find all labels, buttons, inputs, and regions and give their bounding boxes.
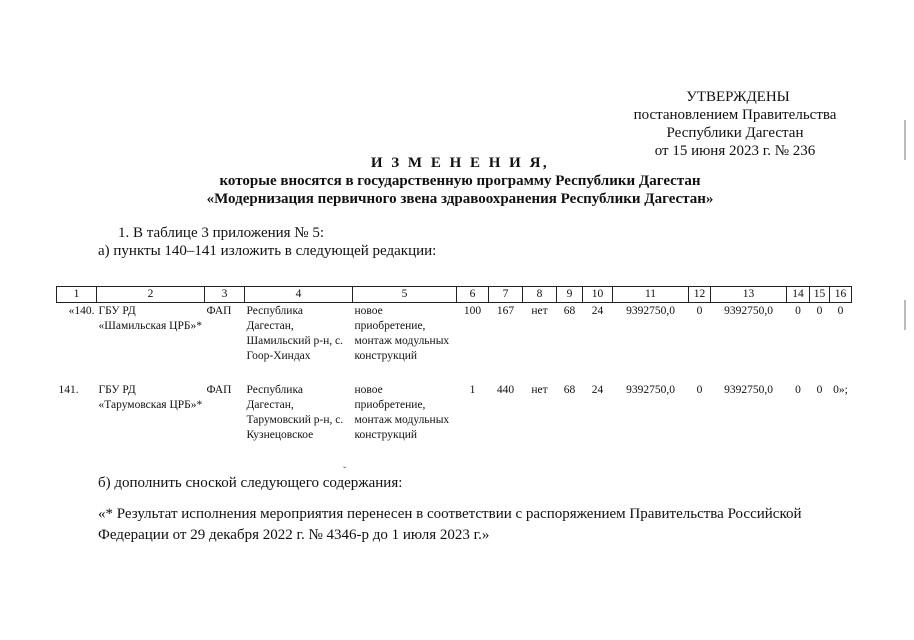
paragraph-4	[98, 504, 802, 546]
institution: ГБУ РД «Шамильская ЦРБ»*	[98, 305, 202, 332]
title-main: И З М Е Н Е Н И Я,	[370, 155, 550, 171]
facility-type: ФАП	[206, 383, 232, 396]
cell-col-15: 0	[816, 305, 823, 317]
approval-block	[600, 88, 870, 160]
paragraph-4-line-2: Федерации от 29 декабря 2022 г. № 4346-р до 1 июля 2023 г.»	[98, 527, 490, 543]
header-col-16: 16	[830, 287, 852, 303]
header-col-6: 6	[457, 287, 489, 303]
cell-col-11: 9392750,0	[626, 305, 675, 317]
paragraph-3: б) дополнить сноской следующего содержания:	[98, 475, 403, 491]
table-header-row	[57, 287, 852, 303]
cell-col-7: 167	[496, 305, 515, 317]
cell-col-16: 0	[837, 305, 844, 317]
scan-edge-mark	[904, 300, 906, 330]
cell-col-12: 0	[696, 383, 703, 396]
cell-col-10: 24	[591, 383, 604, 396]
institution: ГБУ РД «Тарумовская ЦРБ»*	[98, 383, 203, 411]
table-row	[57, 303, 852, 382]
cell-col-6: 1	[469, 383, 476, 396]
location: Республика Дагестан, Шамильский р-н, с. Гоор-Хиндах	[246, 305, 343, 362]
document-title	[100, 154, 820, 208]
cell-col-8: нет	[531, 305, 548, 317]
title-sub-1: которые вносятся в государственную программу Республики Дагестан	[219, 173, 701, 189]
approval-line-3: от 15 июня 2023 г. № 236	[654, 143, 816, 159]
cell-col-8: нет	[531, 383, 548, 396]
cell-col-7: 440	[496, 383, 515, 396]
scan-mark: ˇ	[343, 466, 347, 477]
header-col-12: 12	[689, 287, 711, 303]
cell-col-6: 100	[463, 305, 482, 317]
header-col-14: 14	[787, 287, 810, 303]
header-col-8: 8	[523, 287, 557, 303]
cell-col-10: 24	[591, 305, 604, 317]
measure: новое приобретение, монтаж модульных конструкций	[354, 383, 450, 441]
header-col-3: 3	[205, 287, 245, 303]
paragraph-1: 1. В таблице 3 приложения № 5:	[118, 225, 325, 241]
cell-col-9: 68	[563, 305, 576, 317]
header-col-13: 13	[711, 287, 787, 303]
paragraph-4-line-1: «* Результат исполнения мероприятия перенесен в соответствии с распоряжением Правительства Российской	[98, 506, 802, 522]
cell-col-12: 0	[696, 305, 703, 317]
header-col-5: 5	[353, 287, 457, 303]
measure: новое приобретение, монтаж модульных конструкций	[354, 305, 450, 362]
facility-type: ФАП	[206, 305, 232, 317]
header-col-9: 9	[557, 287, 583, 303]
row-number: 141.	[58, 383, 79, 396]
approval-line-1: постановлением Правительства	[633, 107, 837, 123]
table-row	[57, 382, 852, 443]
title-sub-2: «Модернизация первичного звена здравоохранения Республики Дагестан»	[206, 191, 714, 207]
cell-col-9: 68	[563, 383, 576, 396]
header-col-11: 11	[613, 287, 689, 303]
cell-col-16: 0»;	[833, 383, 848, 396]
paragraph-2: а) пункты 140–141 изложить в следующей редакции:	[98, 243, 437, 259]
scan-edge-mark	[904, 120, 906, 160]
approval-heading: УТВЕРЖДЕНЫ	[686, 89, 790, 105]
approval-line-2: Республики Дагестан	[666, 125, 804, 141]
changes-table	[56, 286, 852, 443]
cell-col-15: 0	[816, 383, 823, 396]
location: Республика Дагестан, Тарумовский р-н, с. Кузнецовское	[246, 383, 344, 441]
cell-col-14: 0	[795, 383, 801, 396]
header-col-10: 10	[583, 287, 613, 303]
cell-col-13: 9392750,0	[724, 383, 773, 396]
row-number: «140.	[68, 305, 95, 317]
cell-col-11: 9392750,0	[626, 383, 675, 396]
cell-col-14: 0	[795, 305, 801, 317]
header-col-7: 7	[489, 287, 523, 303]
cell-col-13: 9392750,0	[724, 305, 773, 317]
header-col-1: 1	[57, 287, 97, 303]
header-col-4: 4	[245, 287, 353, 303]
header-col-2: 2	[97, 287, 205, 303]
header-col-15: 15	[810, 287, 830, 303]
